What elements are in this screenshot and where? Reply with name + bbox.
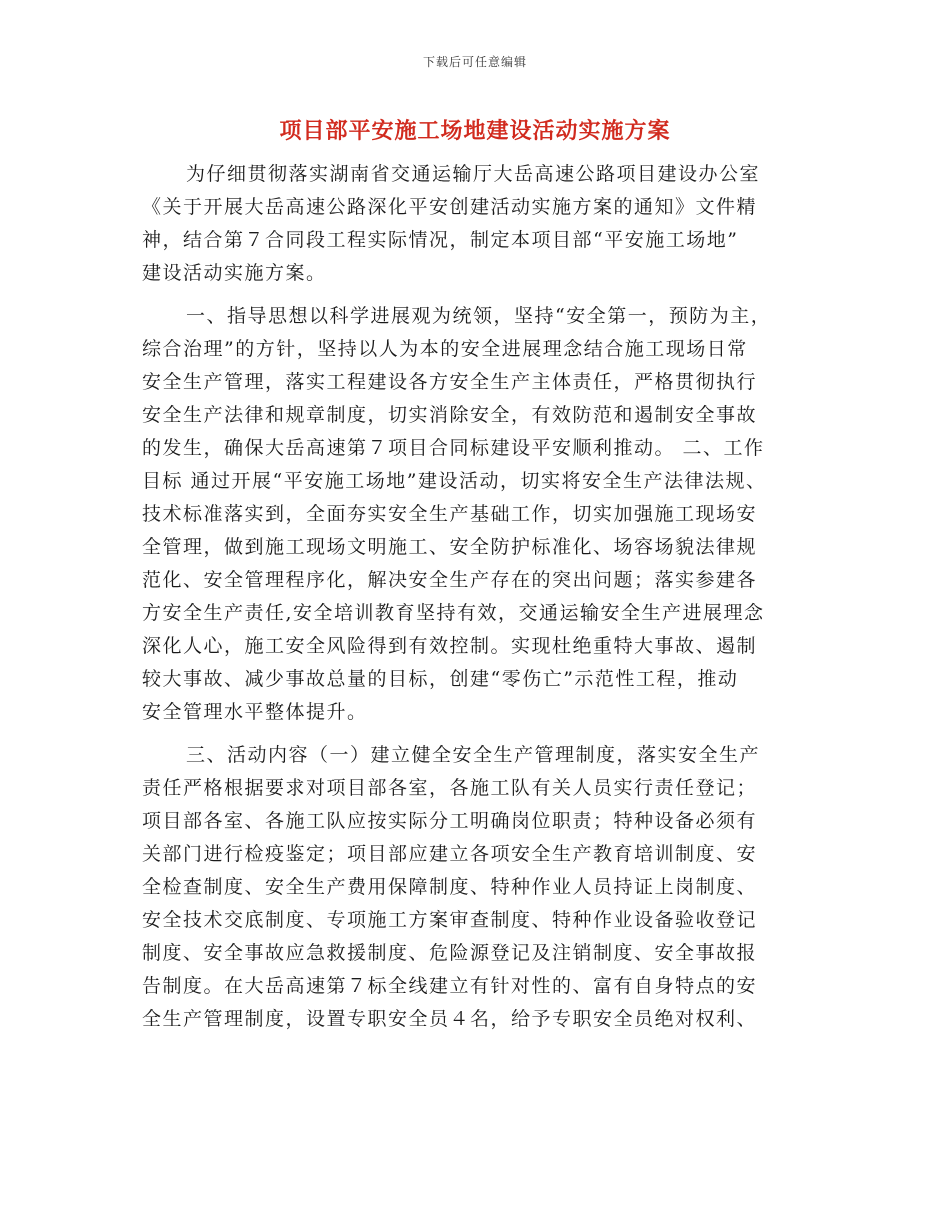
text-line: 《关于开展大岳高速公路深化平安创建活动实施方案的通知》文件精 — [142, 196, 758, 218]
text-line: 安全生产管理，落实工程建设各方安全生产主体责任，严格贯彻执行 — [142, 371, 758, 393]
text-line: 深化人心，施工安全风险得到有效控制。实现杜绝重特大事故、遏制 — [142, 635, 758, 657]
text-line: 三、活动内容（一）建立健全安全生产管理制度，落实安全生产 — [186, 744, 761, 766]
document-title: 项目部平安施工场地建设活动实施方案 — [279, 118, 671, 144]
text-line: 方安全生产责任,安全培训教育坚持有效，交通运输安全生产进展理念 — [142, 602, 765, 624]
text-line: 全检查制度、安全生产费用保障制度、特种作业人员持证上岗制度、 — [142, 876, 758, 898]
text-line: 范化、安全管理程序化，解决安全生产存在的突出问题；落实参建各 — [142, 569, 758, 591]
text-line: 安全生产法律和规章制度，切实消除安全，有效防范和遏制安全事故 — [142, 404, 758, 426]
text-line: 技术标准落实到，全面夯实安全生产基础工作，切实加强施工现场安 — [142, 503, 758, 525]
text-line: 神，结合第７合同段工程实际情况，制定本项目部“平安施工场地” — [142, 229, 739, 251]
document-body — [142, 158, 822, 1036]
paragraph-activity-content — [142, 739, 822, 1036]
paragraph-guiding-ideology — [142, 300, 822, 729]
text-line: 较大事故、减少事故总量的目标，创建“零伤亡”示范性工程，推动 — [142, 668, 739, 690]
text-line: 的发生，确保大岳高速第７项目合同标建设平安顺利推动。 二、工作 — [142, 437, 765, 459]
header-note: 下载后可任意编辑 — [422, 55, 527, 69]
text-line: 制度、安全事故应急救援制度、危险源登记及注销制度、安全事故报 — [142, 942, 758, 964]
text-line: 关部门进行检疫鉴定；项目部应建立各项安全生产教育培训制度、安 — [142, 843, 758, 865]
text-line: 一、指导思想以科学进展观为统领，坚持“安全第一，预防为主， — [186, 305, 772, 327]
text-line: 目标 通过开展“平安施工场地”建设活动，切实将安全生产法律法规、 — [142, 470, 767, 492]
text-line: 建设活动实施方案。 — [142, 262, 327, 284]
text-line: 告制度。在大岳高速第７标全线建立有针对性的、富有自身特点的安 — [142, 975, 758, 997]
text-line: 项目部各室、各施工队应按实际分工明确岗位职责；特种设备必须有 — [142, 810, 758, 832]
paragraph-purpose — [142, 158, 822, 290]
text-line: 全管理，做到施工现场文明施工、安全防护标准化、场容场貌法律规 — [142, 536, 758, 558]
text-line: 全生产管理制度，设置专职安全员４名，给予专职安全员绝对权利、 — [142, 1008, 758, 1030]
text-line: 安全技术交底制度、专项施工方案审查制度、特种作业设备验收登记 — [142, 909, 758, 931]
text-line: 综合治理”的方针，坚持以人为本的安全进展理念结合施工现场日常 — [142, 338, 748, 360]
text-line: 安全管理水平整体提升。 — [142, 701, 368, 723]
text-line: 为仔细贯彻落实湖南省交通运输厅大岳高速公路项目建设办公室 — [186, 163, 761, 185]
text-line: 责任严格根据要求对项目部各室，各施工队有关人员实行责任登记； — [142, 777, 758, 799]
